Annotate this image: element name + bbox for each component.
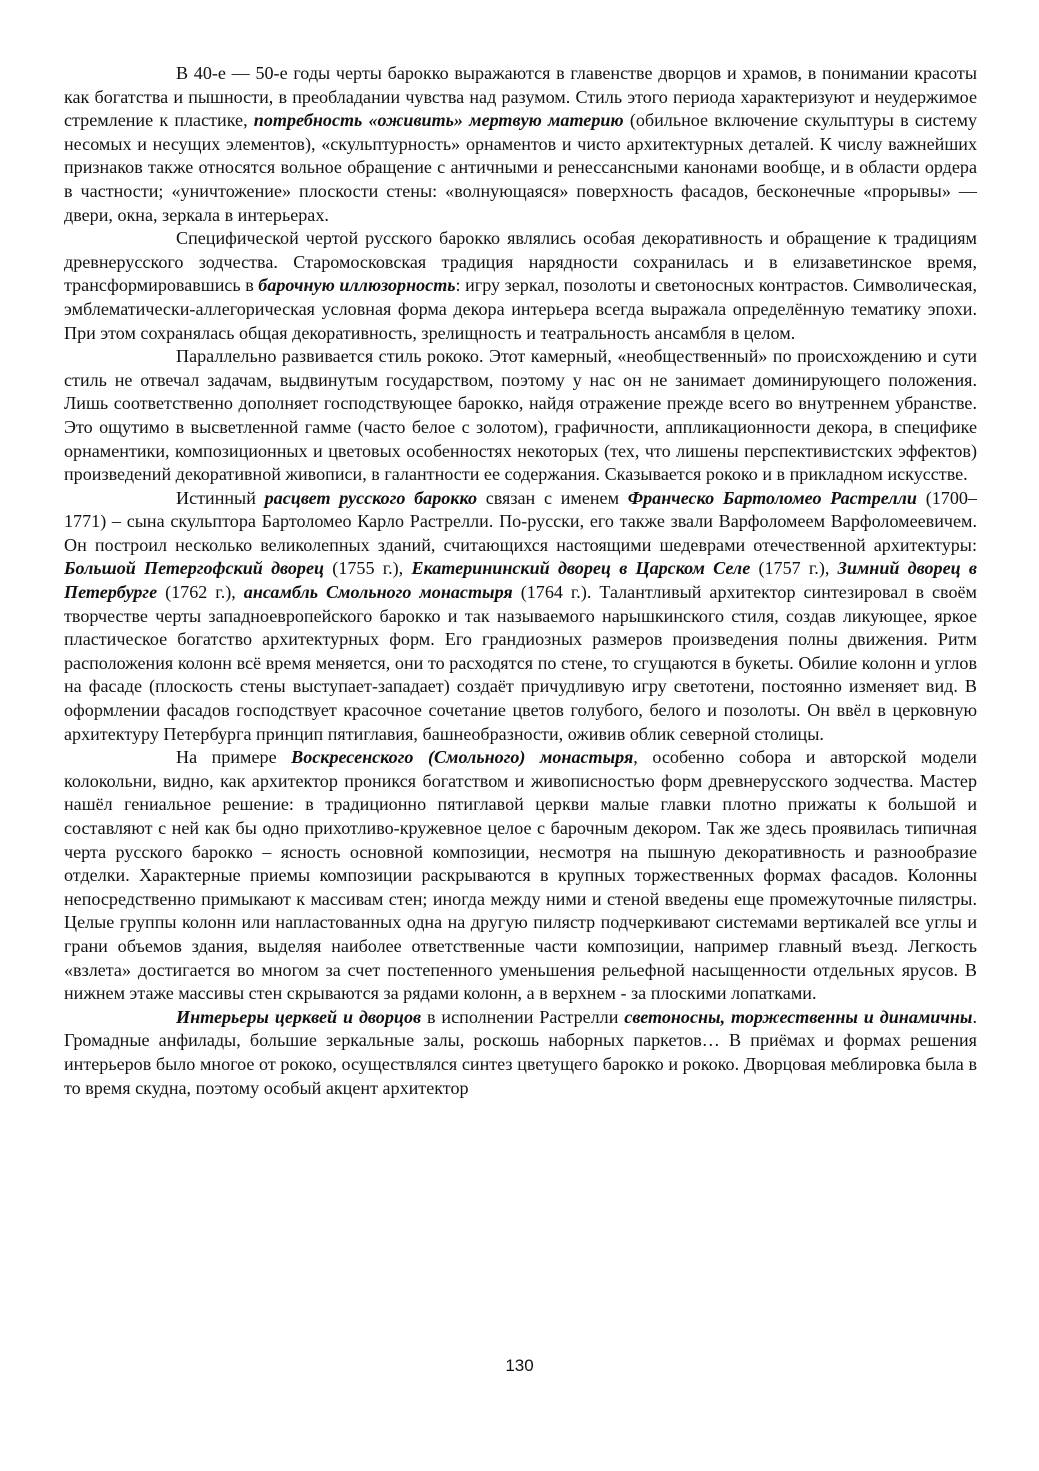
text-run: (1700–1771) – сына скульптора Бартоломео Карло Растрелли. По-русски, его также звали Варфоломеем Варфоломеевичем. Он построил несколько великолепных зданий, считающихся настоящими шедеврами отечественной архитектуры: — [64, 487, 977, 555]
paragraph-5 — [64, 746, 977, 1006]
emphasis-text: ансамбль Смольного монастыря — [243, 582, 513, 603]
emphasis-text: Франческо Бартоломео Растрелли — [627, 487, 917, 508]
emphasis-text: светоносны, торжественны и динамичны — [624, 1006, 973, 1027]
emphasis-text: Воскресенского (Смольного) монастыря — [291, 747, 634, 768]
text-run: (1762 г.), — [157, 582, 244, 603]
text-run: в исполнении Растрелли — [421, 1006, 625, 1027]
paragraph-3 — [64, 345, 977, 487]
text-run: Параллельно развивается стиль рококо. Этот камерный, «необщественный» по происхождению и сути стиль не отвечал задачам, выдвинутым государством, поэтому у нас он не занимает доминирующего положения. Лишь соответственно дополняет господствующее барокко, найдя отражение прежде всего во внутреннем убранстве. Это ощутимо в высветленной гамме (часто белое с золотом), графичности, аппликационности декора, в специфике орнаментики, композиционных и цветовых особенностях некоторых (тех, что лишены перспективистских эффектов) произведений декоративной живописи, в галантности ее содержания. Сказывается рококо и в прикладном искусстве. — [64, 346, 977, 485]
emphasis-text: Большой Петергофский дворец — [64, 558, 325, 579]
text-run: (1755 г.), — [324, 558, 412, 579]
text-run: В 40-е — 50-е годы черты барокко выражаются в главенстве дворцов и храмов, в понимании красоты как богатства и пышности, в преобладании чувства над разумом. Стиль этого периода характеризуют и неудержимое стремление к пластике, — [64, 63, 977, 131]
paragraph-1 — [64, 62, 977, 227]
text-run: . Громадные анфилады, большие зеркальные залы, роскошь наборных паркетов… В приёмах и формах решения интерьеров было многое от рококо, осуществлялся синтез цветущего барокко и рококо. Дворцовая меблировка была в то время скудна, поэтому особый акцент архитектор — [64, 1006, 977, 1098]
paragraph-2 — [64, 227, 977, 345]
text-run: (1764 г.). Талантливый архитектор синтезировал в своём творчестве черты западноевропейского барокко и так называемого нарышкинского стиля, создав ликующее, яркое пластическое богатство архитектурных форм. Его грандиозных размеров произведения полны движения. Ритм расположения колонн всё время меняется, они то расходятся по стене, то сгущаются в букеты. Обилие колонн и углов на фасаде (плоскость стены выступает-западает) создаёт причудливую игру светотени, постоянно изменяет вид. В оформлении фасадов господствует красочное сочетание цветов голубого, белого и позолоты. Он ввёл в церковную архитектуру Петербурга принцип пятиглавия, башнеобразности, оживив облик северной столицы. — [64, 582, 977, 744]
emphasis-text: потребность «оживить» мертвую материю — [253, 110, 624, 131]
paragraph-4 — [64, 487, 977, 747]
paragraph-6 — [64, 1006, 977, 1100]
emphasis-text: Екатерининский дворец в Царском Селе — [411, 558, 751, 579]
text-run: , особенно собора и авторской модели колокольни, видно, как архитектор проникся богатством и живописностью форм древнерусского зодчества. Мастер нашёл гениальное решение: в традиционно пятиглавой церкви малые главки плотно прижаты к большой и составляют с ней как бы одно прихотливо-кружевное целое с барочным декором. Так же здесь проявилась типичная черта русского барокко – ясность основной композиции, несмотря на пышную декоративность и разнообразие отделки. Характерные приемы композиции раскрываются в крупных торжественных формах фасадов. Колонны непосредственно примыкают к массивам стен; иногда между ними и стеной введены еще промежуточные пилястры. Целые группы колонн или напластованных одна на другую пилястр подчеркивают системами вертикалей все углы и грани объемов здания, выделяя наиболее ответственные части композиции, например главный въезд. Легкость «взлета» достигается во многом за счет постепенного уменьшения рельефной насыщенности отдельных ярусов. В нижнем этаже массивы стен скрываются за рядами колонн, а в верхнем - за плоскими лопатками. — [64, 747, 977, 1004]
text-run: На примере — [176, 747, 292, 768]
text-run: Специфической чертой русского барокко являлись особая декоративность и обращение к традициям древнерусского зодчества. Старомосковская традиция нарядности сохранилась и в елизаветинское время, трансформировавшись в — [64, 228, 977, 296]
emphasis-text: Зимний дворец в Петербурге — [64, 558, 977, 603]
text-run: (1757 г.), — [750, 558, 838, 579]
text-run: (обильное включение скульптуры в систему несомых и несущих элементов), «скульптурность» орнаментов и чисто архитектурных деталей. К числу важнейших признаков также относятся вольное обращение с античными и ренессансными канонами вообще, и в области ордера в частности; «уничтожение» плоскости стены: «волнующаяся» поверхность фасадов, бесконечные «прорывы» — двери, окна, зеркала в интерьерах. — [64, 110, 977, 225]
emphasis-text: барочную иллюзорность — [258, 275, 456, 296]
emphasis-text: расцвет русского барокко — [264, 487, 477, 508]
text-run: связан с именем — [477, 487, 628, 508]
document-body — [64, 62, 977, 1100]
emphasis-text: Интерьеры церквей и дворцов — [176, 1006, 422, 1027]
text-run: : игру зеркал, позолоты и светоносных контрастов. Символическая, эмблематически-аллегорическая условная форма декора интерьера всегда выражала определённую тематику эпохи. При этом сохранялась общая декоративность, зрелищность и театральность ансамбля в целом. — [64, 275, 977, 343]
text-run: Истинный — [176, 487, 265, 508]
page-number: 130 — [505, 1356, 534, 1375]
